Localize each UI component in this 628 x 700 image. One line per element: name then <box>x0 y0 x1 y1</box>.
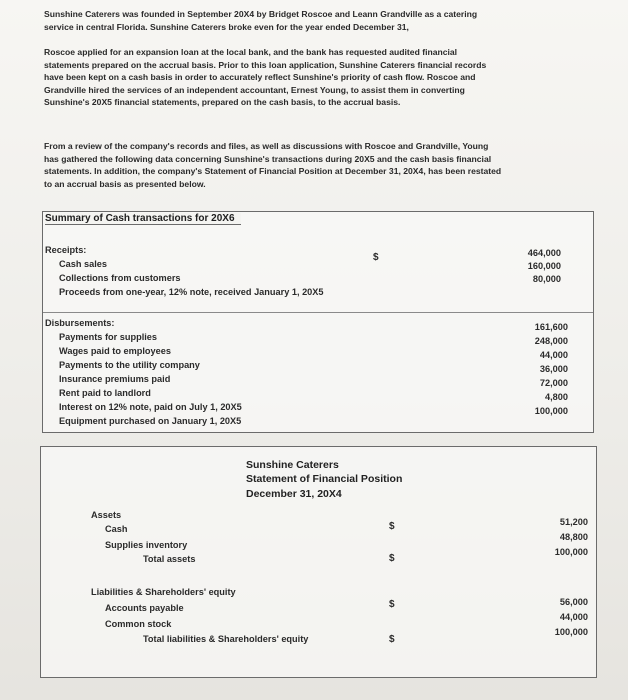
receipt-amount: 160,000 <box>527 261 561 271</box>
receipts-heading: Receipts: <box>45 245 87 255</box>
disbursement-amount: 4,800 <box>545 392 568 402</box>
receipt-amount: 464,000 <box>527 248 561 258</box>
cash-summary-title: Summary of Cash transactions for 20X6 <box>45 213 241 225</box>
disbursement-amount: 44,000 <box>539 350 568 360</box>
disbursement-amount: 161,600 <box>534 322 568 332</box>
disbursements-heading: Disbursements: <box>45 318 115 328</box>
cash-summary-table <box>42 211 594 433</box>
financial-position-statement <box>40 446 597 678</box>
supplies-amount: 48,800 <box>559 532 588 542</box>
accounts-payable-dollar-sign: $ <box>389 599 395 610</box>
intro-paragraph-1: Sunshine Caterers was founded in September 20X4 by Bridget Roscoe and Leann Grandville as a catering service in central Florida. Sunshine Caterers broke even for the year ended December 31, <box>44 9 478 32</box>
intro-paragraph-2: Roscoe applied for an expansion loan at the local bank, and the bank has requested audited financial statements prepared on the accrual basis. Prior to this loan application, Sunshine Caterers financial records have been kept on a cash basis in order to accurately reflect Sunshine's priority of cash flow. Roscoe and Grandville hired the services of an independent accountant, Ernest Young, to assist them in converting Sunshine's 20X5 financial statements, prepared on the cash basis, to the accrual basis. <box>44 47 487 108</box>
common-stock-amount: 44,000 <box>559 612 588 622</box>
cash-amount: 51,200 <box>559 517 588 527</box>
total-liabilities-equity-label: Total liabilities & Shareholders' equity <box>143 634 309 644</box>
sfp-date: December 31, 20X4 <box>246 488 342 500</box>
receipt-amount: 80,000 <box>532 274 561 284</box>
liabilities-equity-heading: Liabilities & Shareholders' equity <box>91 587 236 597</box>
section-divider <box>43 312 593 313</box>
cash-label: Cash <box>105 524 128 534</box>
total-assets-amount: 100,000 <box>554 547 588 557</box>
accounts-payable-label: Accounts payable <box>105 603 184 613</box>
accounts-payable-amount: 56,000 <box>559 597 588 607</box>
common-stock-label: Common stock <box>105 619 172 629</box>
disbursement-label: Insurance premiums paid <box>59 374 171 384</box>
receipt-label: Cash sales <box>59 259 108 269</box>
disbursement-amount: 100,000 <box>534 406 568 416</box>
assets-heading: Assets <box>91 510 122 520</box>
disbursement-amount: 36,000 <box>539 364 568 374</box>
disbursement-label: Rent paid to landlord <box>59 388 151 398</box>
receipt-label: Proceeds from one-year, 12% note, received January 1, 20X5 <box>59 287 324 297</box>
supplies-label: Supplies inventory <box>105 540 188 550</box>
total-liabilities-dollar-sign: $ <box>389 634 395 645</box>
disbursement-label: Equipment purchased on January 1, 20X5 <box>59 416 242 426</box>
sfp-title: Statement of Financial Position <box>246 473 403 485</box>
total-liabilities-equity-amount: 100,000 <box>554 627 588 637</box>
disbursement-amount: 248,000 <box>534 336 568 346</box>
disbursement-amount: 72,000 <box>539 378 568 388</box>
receipts-dollar-sign: $ <box>373 252 379 263</box>
total-assets-label: Total assets <box>143 554 196 564</box>
sfp-company-name: Sunshine Caterers <box>246 459 339 471</box>
total-assets-dollar-sign: $ <box>389 553 395 564</box>
disbursement-label: Wages paid to employees <box>59 346 171 356</box>
disbursement-label: Payments for supplies <box>59 332 158 342</box>
cash-dollar-sign: $ <box>389 521 395 532</box>
disbursement-label: Interest on 12% note, paid on July 1, 20X5 <box>59 402 242 412</box>
intro-paragraph-3: From a review of the company's records and files, as well as discussions with Roscoe and Grandville, Young has gathered the following data concerning Sunshine's transactions during 20X5 and the cash basis financial statements. In addition, the company's Statement of Financial Position at December 31, 20X4, has been restated to an accrual basis as presented below. <box>44 141 502 189</box>
receipt-label: Collections from customers <box>59 273 181 283</box>
disbursement-label: Payments to the utility company <box>59 360 200 370</box>
